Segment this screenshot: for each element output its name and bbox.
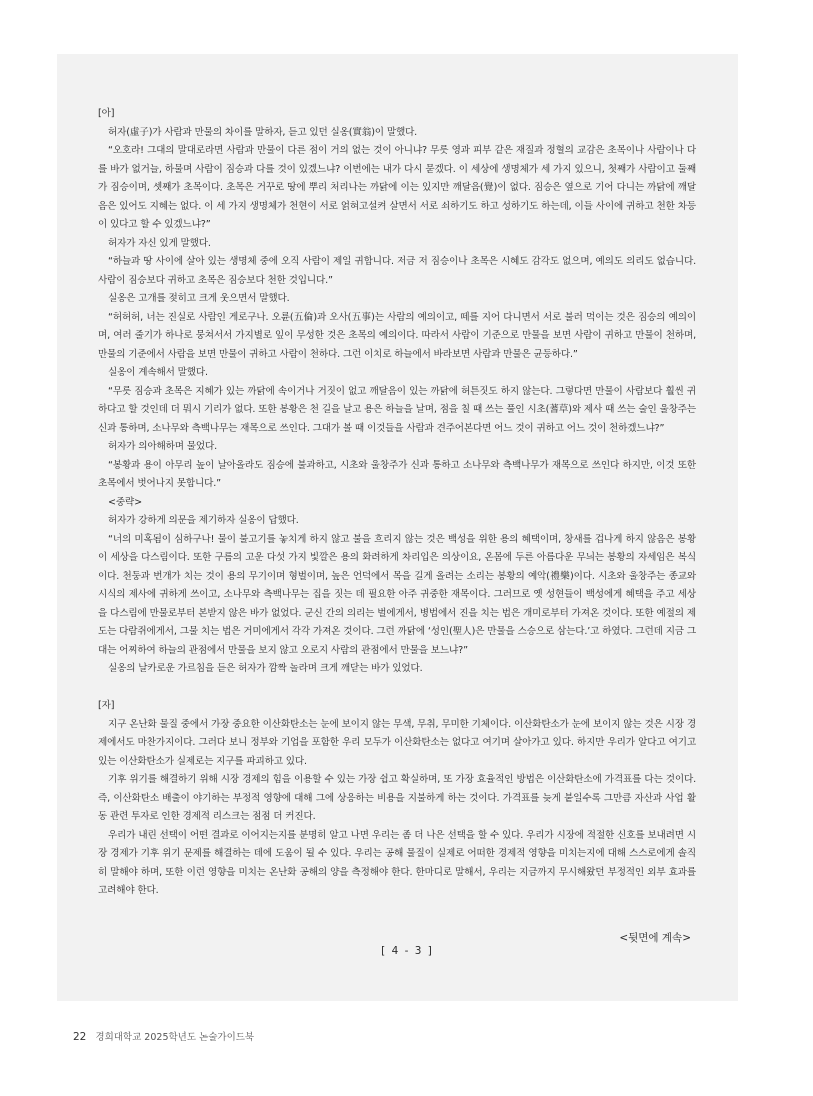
paragraph: “무릇 짐승과 초목은 지혜가 있는 까닭에 속이거나 거짓이 없고 깨달음이 있는 까닭에 허튼짓도 하지 않는다. 그렇다면 만물이 사람보다 훨씬 귀하다고 할 것인데 더 뭐시 기리가 없다. 또한 봉황은 천 길을 날고 용은 하늘을 날며, 점을 칠 때 쓰는 풀인 시초(蓍草)와 제사 때 쓰는 술인 울창주는 신과 통하며, 소나무와 측백나무는 재목으로 쓰인다. 그대가 볼 때 이것들을 사람과 견주어본다면 어느 것이 귀하고 어느 것이 천하겠느냐?” [98,385,696,434]
paragraph: 실옹의 날카로운 가르침을 듣은 허자가 깜짝 놀라며 크게 깨닫는 바가 있었다. [108,663,423,674]
section-label-a: [아] [98,108,115,119]
paragraph: 허자가 강하게 의문을 제기하자 실옹이 답했다. [108,515,299,526]
passage-content [98,105,696,901]
paragraph: 우리가 내린 선택이 어떤 결과로 이어지는지를 분명히 알고 나면 우리는 좀 더 나은 선택을 할 수 있다. 우리가 시장에 적절한 신호를 보내려면 시장 경제가 기후 위기 문제를 해결하는 데에 도움이 될 수 있다. 우리는 공해 물질이 실제로 어떠한 경제적 영향을 미치는지에 대해 스스로에게 솔직히 말해야 하며, 또한 이런 영향을 미치는 온난화 공해의 양을 측정해야 한다. 한마디로 말해서, 우리는 지금까지 무시해왔던 부정적인 외부 효과를 고려해야 한다. [98,829,696,896]
paragraph: 허자가 자신 있게 말했다. [108,237,211,249]
section-label-b: [자] [98,700,115,711]
footer-title: 경희대학교 2025학년도 논술가이드북 [95,1032,255,1043]
paragraph: “허허허, 너는 진실로 사람인 게로구나. 오륜(五倫)과 오사(五事)는 사람의 예의이고, 떼를 지어 다니면서 서로 불러 먹이는 것은 짐승의 예의이며, 여러 줄기가 하나로 뭉쳐서서 가지별로 잎이 무성한 것은 초목의 예의이다. 따라서 사람이 기준으로 만물을 보면 사람이 귀하고 만물이 천하며, 만물의 기준에서 사람을 보면 만물이 귀하고 사람이 천하다. 그런 이치로 하늘에서 바라보면 사람과 만물은 균등하다.” [98,311,696,360]
paragraph: 실옹은 고개를 젖히고 크게 웃으면서 말했다. [108,293,290,304]
paragraph: “오호라! 그대의 말대로라면 사람과 만물이 다른 점이 거의 없는 것이 아니냐? 무릇 영과 피부 같은 재질과 정혈의 교감은 초목이나 사람이나 다를 바가 없거늘, 하물며 사람이 짐승과 다를 것이 있겠느냐? 이번에는 내가 다시 묻겠다. 이 세상에 생명체가 세 가지 있으니, 첫째가 사람이고 둘째가 짐승이며, 셋째가 초목이다. 초목은 거꾸로 땅에 뿌리 처리나는 까닭에 이는 있지만 깨달음(覺)이 없다. 짐승은 옆으로 기어 다니는 까닭에 깨달음은 있어도 지혜는 없다. 이 세 가지 생명체가 천현이 서로 얽혀고설켜 살면서 서로 쇠하기도 하고 성하기도 하는데, 이들 사이에 귀하고 천한 차등이 있다고 할 수 있겠느냐?” [98,145,696,230]
paragraph: 기후 위기를 해결하기 위해 시장 경제의 힘을 이용할 수 있는 가장 쉽고 확실하며, 또 가장 효율적인 방법은 이산화탄소에 가격표를 다는 것이다. 즉, 이산화탄소 배출이 야기하는 부정적 영향에 대해 그에 상응하는 비용을 지불하게 하는 것이다. 가격표를 늦게 붙일수록 그만큼 자산과 사업 활동 관련 투자로 인한 경제적 리스크는 점점 더 커진다. [98,774,696,822]
footer-page-number: 22 [73,1031,87,1043]
footer [73,1029,254,1043]
omission-marker: <중략> [108,496,143,508]
paragraph: “하늘과 땅 사이에 살아 있는 생명체 중에 오직 사람이 제일 귀합니다. 저금 저 짐승이나 초목은 시혜도 감각도 없으며, 예의도 의리도 없습니다. 사람이 짐승보다 귀하고 초목은 짐승보다 천한 것입니다.” [98,256,696,286]
paragraph: “봉황과 용이 아무리 높이 날아올라도 짐승에 불과하고, 시초와 울창주가 신과 통하고 소나무와 측백나무가 재목으로 쓰인다 하지만, 이것 또한 초목에서 벗어나지 못합니다.” [98,459,696,489]
page-marker: [ 4 - 3 ] [381,945,432,957]
paragraph: 실옹이 계속해서 말했다. [108,367,208,378]
paragraph: “너의 미혹됨이 심하구나! 물이 불고기를 놓치게 하지 않고 불을 흐리지 않는 것은 백성을 위한 용의 혜택이며, 창새를 겁나게 하지 않음은 봉황이 세상을 다스림이다. 또한 구름의 고운 다섯 가지 빛깔은 용의 화려하게 차리입은 의상이요, 온몸에 두른 아름다운 무늬는 봉황의 자세임은 복식이다. 천둥과 번개가 치는 것이 용의 무기이며 형벌이며, 높은 언덕에서 목을 길게 올려는 소리는 봉황의 예악(禮樂)이다. 시초와 울창주는 종교와 시식의 제사에 귀하게 쓰이고, 소나무와 측백나무는 집을 짓는 데 필요한 아주 귀중한 재목이다. 그러므로 옛 성현들이 백성에게 혜택을 주고 세상을 다스림에 만물로부터 본받지 않은 바가 없었다. 군신 간의 의리는 벌에게서, 병법에서 진을 치는 법은 개미로부터 가져온 것이다. 또한 예절의 제도는 다람쥐에게서, 그물 치는 법은 거미에게서 각각 가져온 것이다. 그런 까닭에 ‘성인(聖人)은 만물을 스승으로 삼는다.’고 하였다. 그런데 지금 그대는 어찌하여 하늘의 관점에서 만물을 보지 않고 오로지 사람의 관점에서 만물을 보느냐?” [98,533,696,656]
paragraph: 허자가 의아해하며 물었다. [108,441,217,452]
continued-note: <뒷면에 계속> [619,932,691,944]
section-gap [98,679,696,698]
paragraph: 지구 온난화 물질 중에서 가장 중요한 이산화탄소는 눈에 보이지 않는 무색, 무취, 무미한 기체이다. 이산화탄소가 눈에 보이지 않는 것은 시장 경제에서도 마찬가지이다. 그러다 보니 정부와 기업을 포함한 우리 모두가 이산화탄소는 없다고 여기며 살아가고 있다. 하지만 우리가 알다고 여기고 있는 이산화탄소가 실제로는 지구를 파괴하고 있다. [98,718,696,767]
paragraph: 허자(虛子)가 사람과 만물의 차이를 말하자, 듣고 있던 실옹(實翁)이 말했다. [108,126,418,138]
